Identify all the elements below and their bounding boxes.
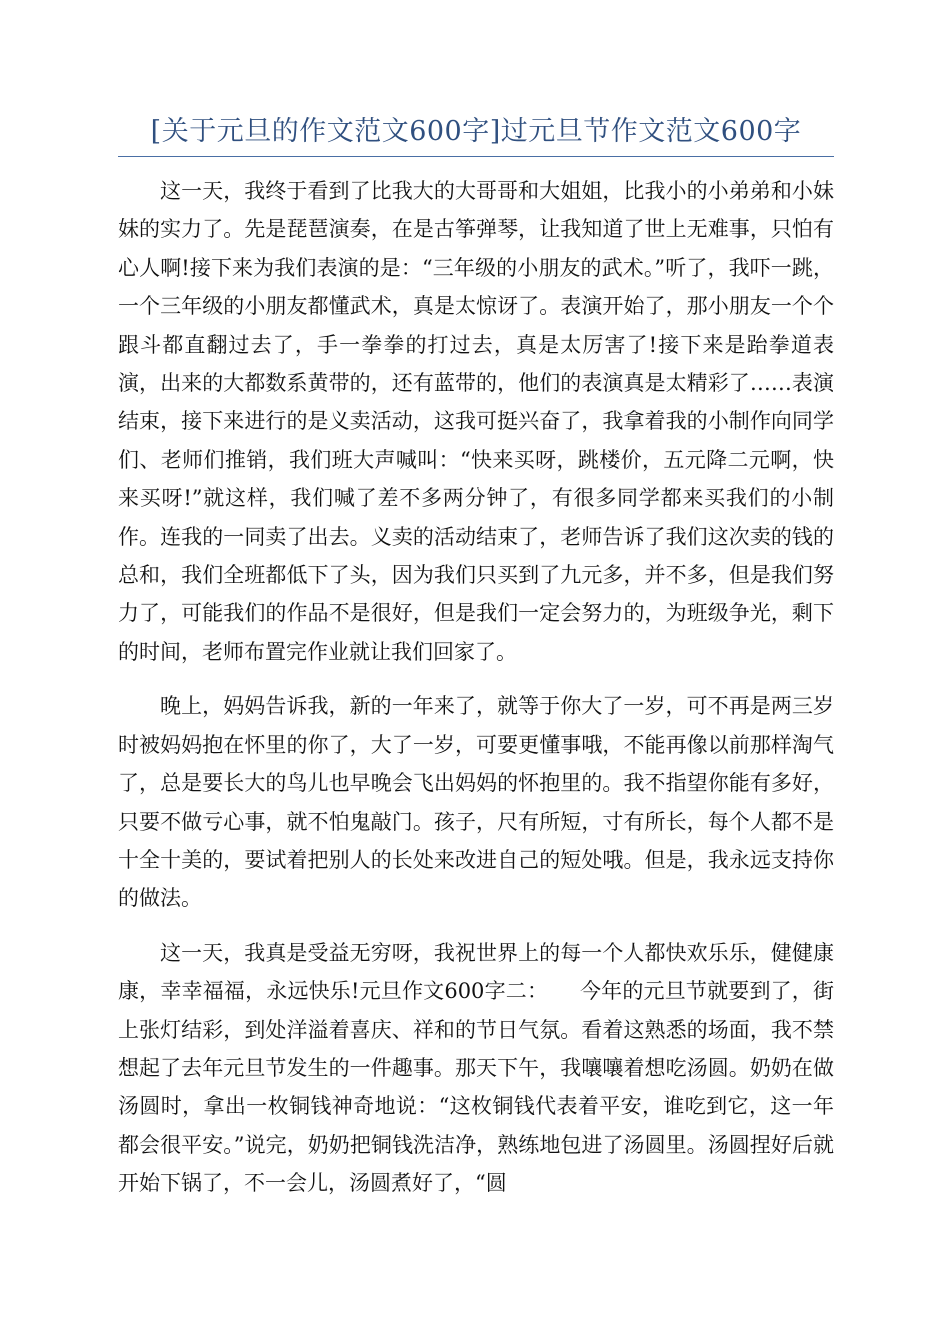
paragraph: 这一天，我真是受益无穷呀，我祝世界上的每一个人都快欢乐乐，健健康康，幸幸福福，永远快乐!元旦作文600字二： 今年的元旦节就要到了，街上张灯结彩，到处洋溢着喜庆、祥和的节日气氛。看着这熟悉的场面，我不禁想起了去年元旦节发生的一件趣事。那天下午，我嚷嚷着想吃汤圆。奶奶在做汤圆时，拿出一枚铜钱神奇地说：“这枚铜钱代表着平安，谁吃到它，这一年都会很平安。”说完，奶奶把铜钱洗洁净，熟练地包进了汤圆里。汤圆捏好后就开始下锅了，不一会儿，汤圆煮好了，“圆 (118, 940, 834, 1196)
page-title: [关于元旦的作文范文600字]过元旦节作文范文600字 (150, 116, 802, 147)
title-block (118, 112, 834, 157)
article-body (118, 172, 834, 1203)
paragraph: 晚上，妈妈告诉我，新的一年来了，就等于你大了一岁，可不再是两三岁时被妈妈抱在怀里的你了，大了一岁，可要更懂事哦，不能再像以前那样淘气了，总是要长大的鸟儿也早晚会飞出妈妈的怀抱里的。我不指望你能有多好，只要不做亏心事，就不怕鬼敲门。孩子，尺有所短，寸有所长，每个人都不是十全十美的，要试着把别人的长处来改进自己的短处哦。但是，我永远支持你的做法。 (118, 694, 834, 911)
paragraph: 这一天，我终于看到了比我大的大哥哥和大姐姐，比我小的小弟弟和小妹妹的实力了。先是琵琶演奏，在是古筝弹琴，让我知道了世上无难事，只怕有心人啊!接下来为我们表演的是：“三年级的小朋友的武术。”听了，我吓一跳，一个三年级的小朋友都懂武术，真是太惊讶了。表演开始了，那小朋友一个个跟斗都直翻过去了，手一拳拳的打过去，真是太厉害了!接下来是跆拳道表演，出来的大都数系黄带的，还有蓝带的，他们的表演真是太精彩了……表演结束，接下来进行的是义卖活动，这我可挺兴奋了，我拿着我的小制作向同学们、老师们推销，我们班大声喊叫：“快来买呀，跳楼价，五元降二元啊，快来买呀!”就这样，我们喊了差不多两分钟了，有很多同学都来买我们的小制作。连我的一同卖了出去。义卖的活动结束了，老师告诉了我们这次卖的钱的总和，我们全班都低下了头，因为我们只买到了九元多，并不多，但是我们努力了，可能我们的作品不是很好，但是我们一定会努力的，为班级争光，剩下的时间，老师布置完作业就让我们回家了。 (118, 179, 834, 664)
